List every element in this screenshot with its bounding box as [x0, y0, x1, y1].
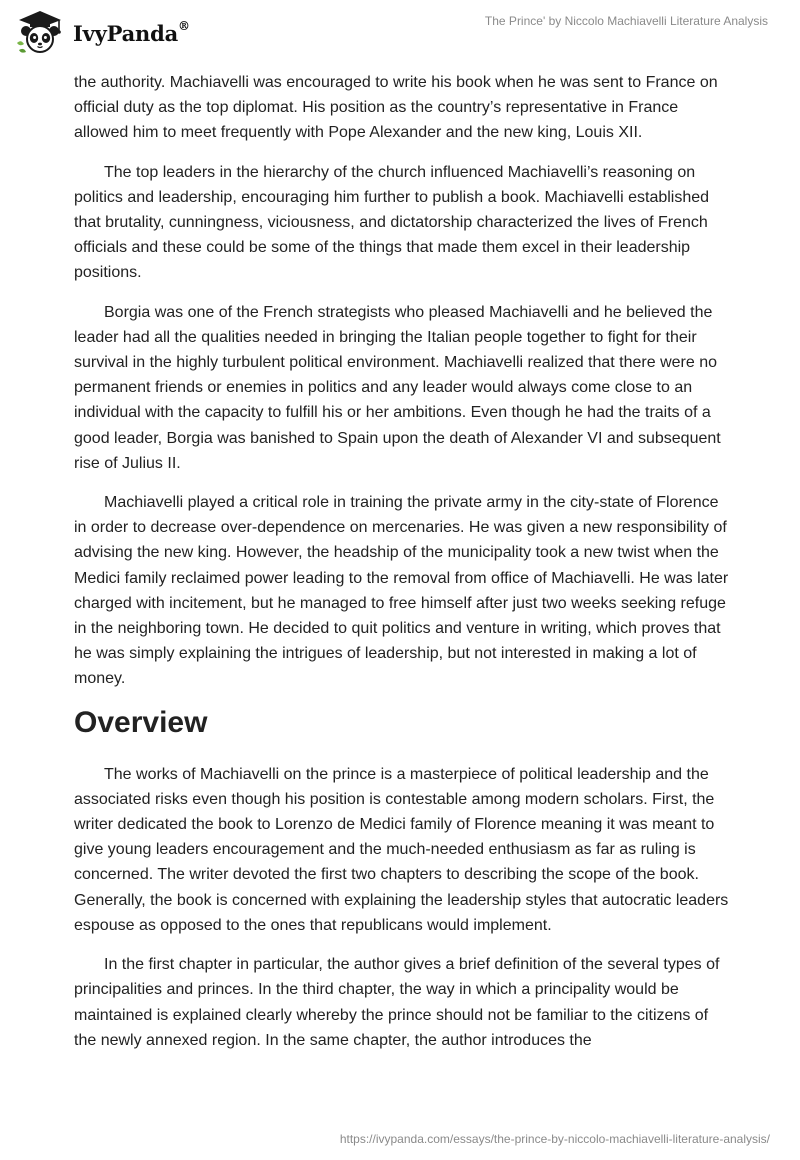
paragraph: The top leaders in the hierarchy of the church influenced Machiavelli’s reasoning on politics and leadership, encouraging him further to publish a book. Machiavelli established that brutality, cunningness, viciousness, and dictatorship characterized the lives of French officials and these could be some of the things that made them excel in their leadership positions. — [74, 163, 710, 282]
logo[interactable] — [15, 7, 190, 57]
section-heading-overview: Overview — [74, 705, 208, 739]
document-title: The Prince' by Niccolo Machiavelli Literature Analysis — [484, 14, 768, 28]
registered-mark: ® — [178, 18, 190, 33]
panda-graduation-cap-icon — [15, 7, 65, 57]
paragraph: In the first chapter in particular, the author gives a brief definition of the several types of principalities and princes. In the third chapter, the way in which a principality would be maintained is explained clearly whereby the prince should not be familiar to the citizens of the newly annexed region. In the same chapter, the author introduces the — [74, 956, 720, 1049]
paragraph: Machiavelli played a critical role in training the private army in the city-state of Florence in order to decrease over-dependence on mercenaries. He was given a new responsibility of advising the new king. However, the headship of the municipality took a new twist when the Medici family reclaimed power leading to the removal from office of Machiavelli. He was later charged with incitement, but he managed to free himself after just two weeks seeking refuge in the neighboring town. He decided to quit politics and venture in writing, which proves that he was simply explaining the intrigues of leadership, but not interested in making a lot of money. — [74, 494, 729, 688]
essay-content — [74, 70, 734, 1067]
paragraph: Borgia was one of the French strategists who pleased Machiavelli and he believed the leader had all the qualities needed in bringing the Italian people together to fight for their survival in the highly turbulent political environment. Machiavelli realized that there were no permanent friends or enemies in politics and any leader would always come close to an individual with the capacity to fulfill his or her ambitions. Even though he had the traits of a good leader, Borgia was banished to Spain upon the death of Alexander VI and subsequent rise of Julius II. — [74, 303, 721, 472]
page-header — [0, 0, 800, 72]
source-url-link[interactable]: https://ivypanda.com/essays/the-prince-by-niccolo-machiavelli-literature-analysis/ — [339, 1132, 770, 1146]
paragraph: the authority. Machiavelli was encouraged to write his book when he was sent to France on official duty as the top diplomat. His position as the country’s representative in France allowed him to meet frequently with Pope Alexander and the new king, Louis XII. — [74, 74, 718, 142]
brand-name: IvyPanda® — [73, 18, 190, 46]
paragraph: The works of Machiavelli on the prince is a masterpiece of political leadership and the associated risks even though his position is contestable among modern scholars. First, the writer dedicated the book to Lorenzo de Medici family of Florence meaning it was meant to give young leaders encouragement and the much-needed enthusiasm as far as ruling is concerned. The writer devoted the first two chapters to describing the scope of the book. Generally, the book is concerned with explaining the leadership styles that autocratic leaders espouse as opposed to the ones that republicans would implement. — [74, 765, 729, 934]
